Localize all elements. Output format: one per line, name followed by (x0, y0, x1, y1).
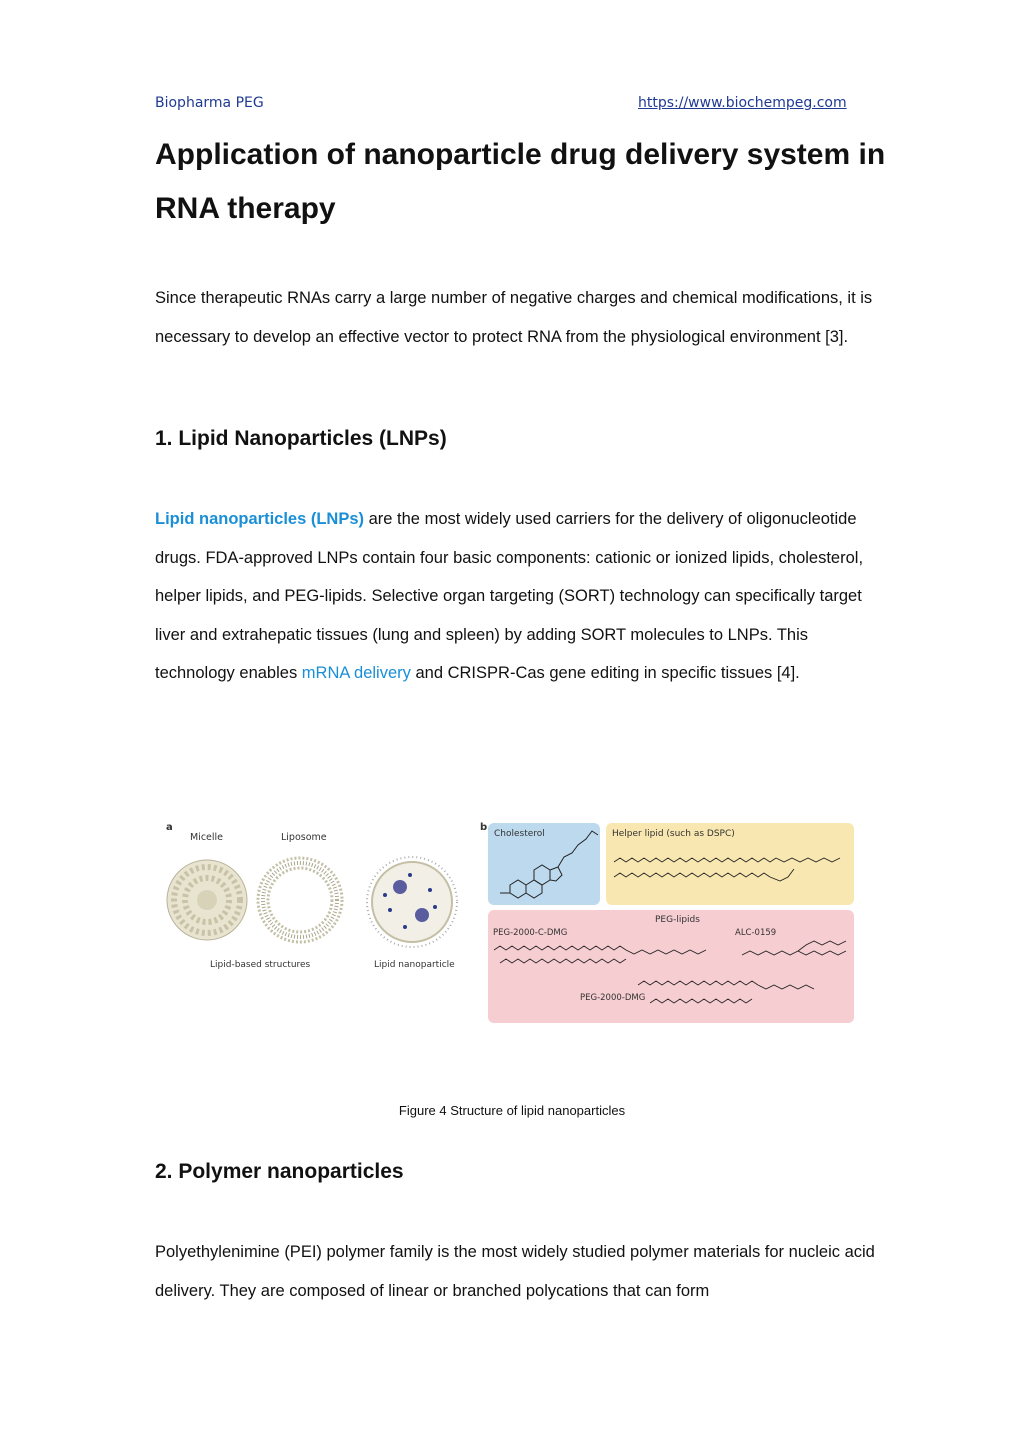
lipid-nanoparticle-label: Lipid nanoparticle (374, 960, 455, 970)
lipid-nanoparticle-figure (160, 815, 860, 1030)
lnp-text-1: are the most widely used carriers for the delivery of oligonucleotide drugs. FDA-approved LNPs contain four basic components: cationic or ionized lipids, cholesterol, helper lipids, and PEG-lipids. Selective organ targeting (SORT) technology can specifically target liver and extrahepatic tissues (lung and spleen) by adding SORT molecules to LNPs. This technology enables (155, 510, 864, 682)
intro-paragraph: Since therapeutic RNAs carry a large number of negative charges and chemical modifications, it is necessary to develop an effective vector to protect RNA from the physiological environment [3]. (155, 289, 873, 346)
alc-label: ALC-0159 (735, 928, 777, 938)
peg-lipids-box (488, 910, 854, 1023)
helper-lipid-label: Helper lipid (such as DSPC) (612, 829, 735, 839)
lnp-text-2: and CRISPR-Cas gene editing in specific tissues [4]. (410, 664, 800, 682)
micelle-label: Micelle (190, 832, 224, 843)
mrna-delivery-link[interactable]: mRNA delivery (301, 664, 411, 682)
lnp-icon (367, 857, 457, 947)
header-url-link[interactable]: https://www.biochempeg.com (638, 95, 847, 111)
polymer-paragraph: Polyethylenimine (PEI) polymer family is the most widely studied polymer materials for nucleic acid delivery. They are composed of linear or branched polycations that can form (155, 1243, 875, 1300)
panel-b-letter: b (480, 822, 488, 833)
lnp-paragraph (155, 500, 875, 693)
micelle-icon (167, 860, 247, 940)
lipid-structures-label: Lipid-based structures (210, 960, 311, 970)
header-company: Biopharma PEG (155, 95, 264, 111)
section-2-heading: 2. Polymer nanoparticles (155, 1160, 404, 1183)
section-1-heading: 1. Lipid Nanoparticles (LNPs) (155, 427, 447, 450)
peg-c-dmg-label: PEG-2000-C-DMG (493, 928, 568, 938)
peg-dmg-label: PEG-2000-DMG (580, 993, 646, 1003)
lnp-link[interactable]: Lipid nanoparticles (LNPs) (155, 510, 365, 528)
liposome-label: Liposome (281, 832, 327, 843)
panel-a-letter: a (166, 822, 173, 833)
peg-lipids-label: PEG-lipids (655, 915, 700, 925)
cholesterol-label: Cholesterol (494, 829, 545, 839)
liposome-icon (258, 858, 342, 942)
page-title: Application of nanoparticle drug delivery system in RNA therapy (155, 138, 886, 225)
figure-caption: Figure 4 Structure of lipid nanoparticles (398, 1103, 626, 1118)
